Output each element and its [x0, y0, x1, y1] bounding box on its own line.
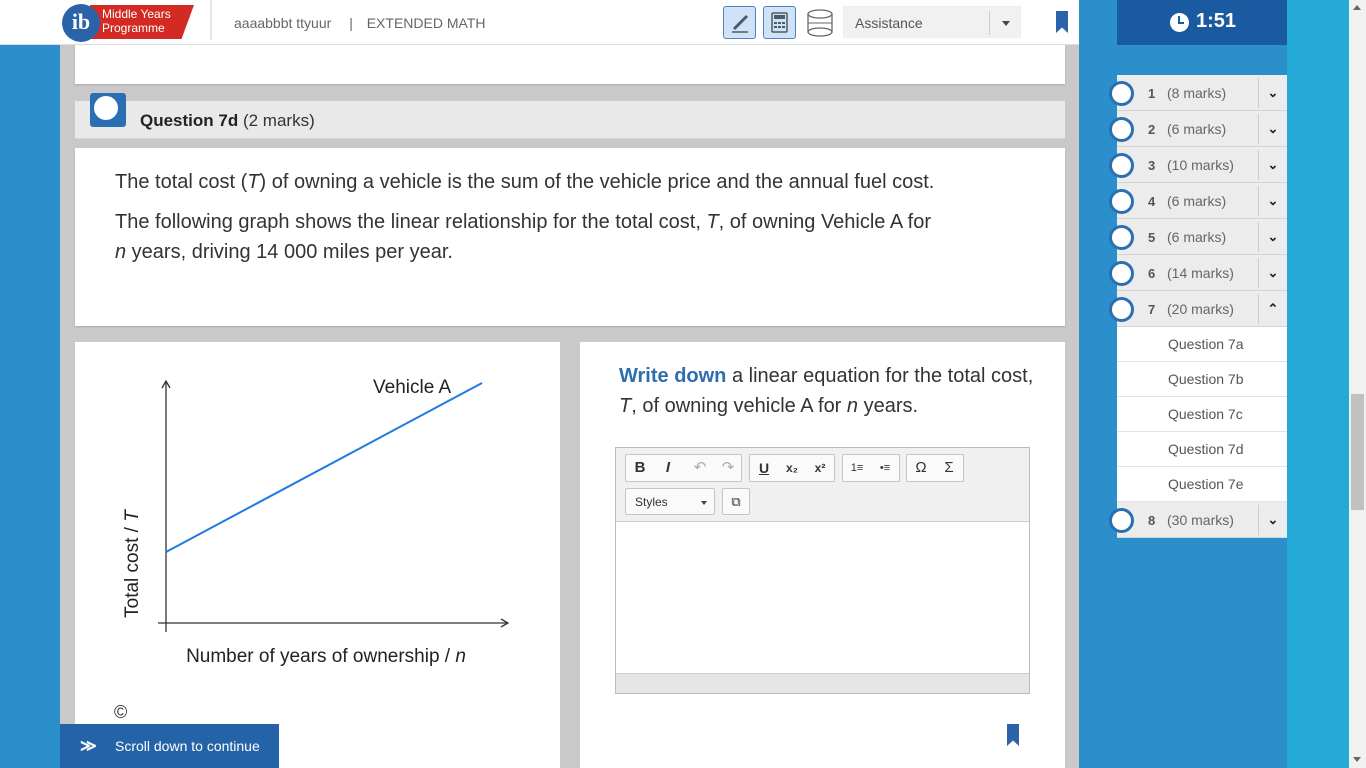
top-bar — [0, 0, 1117, 45]
scrollbar-thumb[interactable] — [1351, 394, 1364, 510]
exam-breadcrumb — [234, 15, 485, 31]
status-circle-icon — [1109, 81, 1134, 106]
list-group — [842, 454, 900, 482]
formula-sheet-tool-button[interactable] — [804, 6, 836, 39]
series-label: Vehicle A — [373, 377, 452, 398]
timer-value: 1:51 — [1196, 10, 1237, 32]
script-group — [749, 454, 835, 482]
page-scrollbar[interactable] — [1349, 0, 1366, 768]
editor-footer — [616, 673, 1029, 693]
command-term: Write down — [619, 365, 727, 387]
status-circle-icon — [1109, 261, 1134, 286]
exam-timer — [1117, 0, 1287, 45]
subject-name: EXTENDED MATH — [366, 15, 486, 31]
status-circle-icon — [1109, 189, 1134, 214]
highlighter-tool-button[interactable] — [723, 6, 756, 39]
stem-paragraph-2: The following graph shows the linear relationship for the total cost, T, of owning Vehicle A for n years, driving 14 000 miles per year. — [115, 211, 932, 263]
nav-question-7[interactable]: 7 (20 marks) ⌃ — [1117, 291, 1287, 327]
nav-subquestion-7e[interactable]: Question 7e — [1117, 467, 1287, 502]
sidebar-accent-top — [1287, 0, 1349, 45]
chevron-up-icon[interactable]: ⌃ — [1258, 294, 1287, 324]
nav-question-1[interactable]: 1 (8 marks) ⌄ — [1117, 75, 1287, 111]
status-circle-icon — [1109, 508, 1134, 533]
assistance-label: Assistance — [855, 15, 923, 31]
myp-logo — [62, 3, 212, 43]
bookmark-icon[interactable] — [1056, 11, 1068, 33]
nav-question-8[interactable]: 8 (30 marks) ⌄ — [1117, 502, 1287, 538]
scroll-label: Scroll down to continue — [115, 738, 260, 754]
question-stem — [75, 148, 1065, 326]
editor-toolbar — [616, 448, 1029, 522]
nav-question-3[interactable]: 3 (10 marks) ⌄ — [1117, 147, 1287, 183]
chevron-down-icon[interactable]: ⌄ — [1258, 186, 1287, 216]
italic-button[interactable]: I — [665, 459, 671, 476]
chevron-down-icon[interactable]: ⌄ — [1258, 258, 1287, 288]
nav-subquestion-7c[interactable]: Question 7c — [1117, 397, 1287, 432]
calculator-tool-button[interactable] — [763, 6, 796, 39]
nav-question-5[interactable]: 5 (6 marks) ⌄ — [1117, 219, 1287, 255]
copyright-icon[interactable]: © — [114, 702, 128, 722]
question-number: Question 7d — [140, 111, 239, 130]
scroll-up-icon[interactable] — [1353, 5, 1361, 10]
source-button[interactable]: ⧉ — [722, 488, 750, 515]
scroll-down-icon[interactable] — [1353, 757, 1361, 762]
status-circle-icon — [1109, 297, 1134, 322]
nav-subquestion-7b[interactable]: Question 7b — [1117, 362, 1287, 397]
vehicle-a-line — [166, 383, 482, 552]
y-axis-label: Total cost / T — [122, 510, 143, 618]
ib-logo-icon: ib — [62, 4, 100, 42]
clock-icon — [1170, 13, 1189, 32]
chevron-down-icon[interactable]: ⌄ — [1258, 78, 1287, 108]
superscript-button[interactable]: x² — [814, 461, 826, 475]
candidate-name: aaaabbbt ttyuur — [234, 15, 332, 31]
undo-button[interactable]: ↶ — [693, 459, 707, 476]
chevron-down-icon[interactable]: ⌄ — [1258, 222, 1287, 252]
breadcrumb-separator: | — [349, 15, 353, 31]
cylinder-icon — [804, 6, 836, 39]
redo-button[interactable]: ↷ — [721, 459, 735, 476]
status-circle-icon — [1109, 225, 1134, 250]
left-margin — [0, 45, 60, 768]
question-status-icon[interactable] — [90, 93, 126, 127]
answer-input[interactable] — [616, 523, 1029, 673]
previous-question-card — [75, 45, 1065, 84]
bullet-list-button[interactable]: •≡ — [879, 462, 891, 474]
equation-button[interactable]: Σ — [944, 459, 954, 476]
logo-line-2: Programme — [102, 21, 165, 35]
scroll-down-button[interactable] — [60, 724, 279, 768]
pen-icon — [724, 7, 755, 38]
answer-prompt: Write down a linear equation for the total cost, T, of owning vehicle A for n years. — [619, 365, 1034, 417]
status-circle-icon — [1109, 153, 1134, 178]
question-title — [140, 111, 315, 131]
nav-subquestion-7a[interactable]: Question 7a — [1117, 327, 1287, 362]
chevron-down-icon[interactable]: ⌄ — [1258, 114, 1287, 144]
stem-paragraph-1: The total cost (T) of owning a vehicle is the sum of the vehicle price and the annual fuel cost. — [115, 171, 935, 193]
question-header — [75, 101, 1065, 139]
format-group — [625, 454, 742, 482]
question-marks: (2 marks) — [242, 111, 315, 130]
question-content — [60, 45, 1079, 768]
graph-card — [75, 342, 560, 768]
special-character-button[interactable]: Ω — [915, 459, 927, 476]
subscript-button[interactable]: x₂ — [785, 461, 798, 475]
nav-subquestion-7d[interactable]: Question 7d — [1117, 432, 1287, 467]
status-circle-icon — [1109, 117, 1134, 142]
rich-text-editor — [615, 447, 1030, 694]
chevron-down-icon[interactable]: ⌄ — [1258, 150, 1287, 180]
line-graph — [75, 342, 560, 682]
sidebar-accent — [1287, 45, 1349, 768]
double-chevron-down-icon: ≫ — [80, 738, 97, 755]
chevron-down-icon[interactable] — [989, 11, 1020, 35]
styles-dropdown[interactable]: Styles — [625, 488, 715, 515]
logo-line-1: Middle Years — [102, 7, 171, 21]
assistance-dropdown[interactable] — [843, 6, 1021, 38]
nav-question-6[interactable]: 6 (14 marks) ⌄ — [1117, 255, 1287, 291]
logo-divider — [210, 0, 212, 40]
x-axis-label: Number of years of ownership / n — [186, 646, 466, 667]
symbol-group — [906, 454, 964, 482]
bold-button[interactable]: B — [634, 459, 646, 476]
answer-bookmark-icon[interactable] — [1007, 724, 1019, 746]
nav-question-2[interactable]: 2 (6 marks) ⌄ — [1117, 111, 1287, 147]
nav-question-4[interactable]: 4 (6 marks) ⌄ — [1117, 183, 1287, 219]
underline-button[interactable]: U — [758, 460, 770, 476]
question-navigator — [1117, 75, 1287, 538]
numbered-list-button[interactable]: 1≡ — [850, 462, 864, 474]
answer-card — [580, 342, 1065, 768]
chevron-down-icon[interactable]: ⌄ — [1258, 505, 1287, 535]
calculator-icon — [764, 7, 795, 38]
